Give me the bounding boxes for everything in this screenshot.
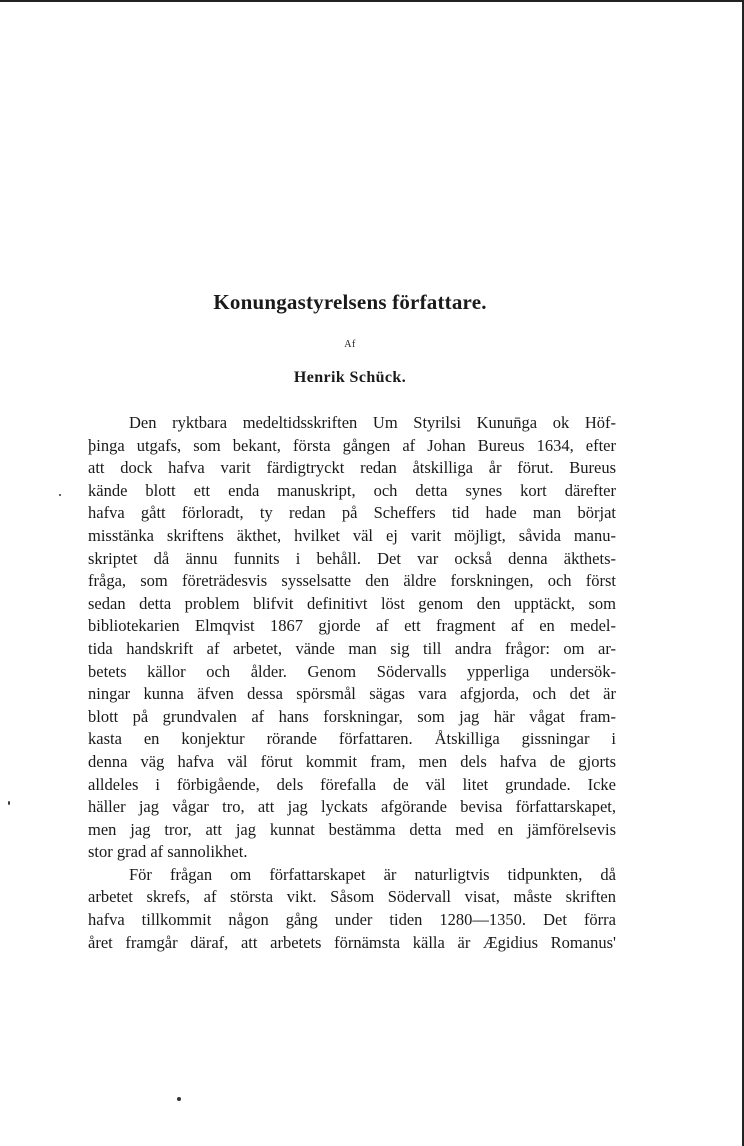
text-line: tida handskrift af arbetet, vände man sig till andra frågor: om ar- <box>88 638 616 658</box>
text-line: stor grad af sannolikhet. <box>88 842 248 862</box>
text-line: hafva gått förloradt, ty redan på Scheffers tid hade man börjat <box>88 503 616 523</box>
text-line: ningar kunna äfven dessa spörsmål sägas vara afgjorda, och det är <box>88 684 616 704</box>
text-line: bibliotekarien Elmqvist 1867 gjorde af ett fragment af en medel- <box>88 616 616 636</box>
text-line: kände blott ett enda manuskript, och detta synes kort därefter <box>88 480 616 500</box>
paragraph-2 <box>88 864 616 954</box>
article-body <box>88 412 616 954</box>
article-title: Konungastyrelsens författare. <box>213 290 487 314</box>
scan-speck <box>59 494 61 496</box>
text-line: fråga, som företrädesvis sysselsatte den äldre forskningen, och först <box>88 571 616 591</box>
scan-speck <box>8 801 10 805</box>
text-line: året framgår däraf, att arbetets förnämsta källa är Ægidius Romanus' <box>88 932 616 952</box>
text-line: denna väg hafva väl förut kommit fram, men dels hafva de gjorts <box>88 751 616 771</box>
text-line: blott på grundvalen af hans forskningar, som jag här vågat fram- <box>88 706 616 726</box>
text-line: Den ryktbara medeltidsskriften Um Styrilsi Kunun̄ga ok Höf- <box>129 413 616 432</box>
text-line: men jag tror, att jag kunnat bestämma detta med en jämförelsevis <box>88 819 616 839</box>
scan-speck <box>177 1097 181 1101</box>
text-line: kasta en konjektur rörande författaren. Åtskilliga gissningar i <box>88 729 616 749</box>
author-name: Henrik Schück. <box>293 369 407 386</box>
text-line: För frågan om författarskapet är naturligtvis tidpunkten, då <box>129 864 616 884</box>
paragraph-1 <box>88 412 616 864</box>
text-line: misstänka skriftens äkthet, hvilket väl ej varit möjligt, såvida manu- <box>88 525 616 545</box>
text-line: hafva tillkommit någon gång under tiden 1280—1350. Det förra <box>88 910 616 930</box>
text-line: þinga utgafs, som bekant, första gången af Johan Bureus 1634, efter <box>88 435 616 455</box>
text-line: häller jag vågar tro, att jag lyckats afgörande bevisa författarskapet, <box>88 797 616 817</box>
byline: Af <box>344 339 356 350</box>
page-border-top <box>0 0 744 2</box>
text-line: att dock hafva varit färdigtryckt redan åtskilliga år förut. Bureus <box>88 458 616 478</box>
text-line: alldeles i förbigående, dels förefalla de väl litet grundade. Icke <box>88 774 616 794</box>
text-line: skriptet då ännu funnits i behåll. Det var också denna äkthets- <box>88 548 616 568</box>
text-line: arbetet skrefs, af största vikt. Såsom Södervall visat, måste skriften <box>88 887 616 907</box>
text-line: sedan detta problem blifvit definitivt löst genom den upptäckt, som <box>88 593 616 613</box>
text-line: betets källor och ålder. Genom Södervalls ypperliga undersök- <box>88 661 616 681</box>
